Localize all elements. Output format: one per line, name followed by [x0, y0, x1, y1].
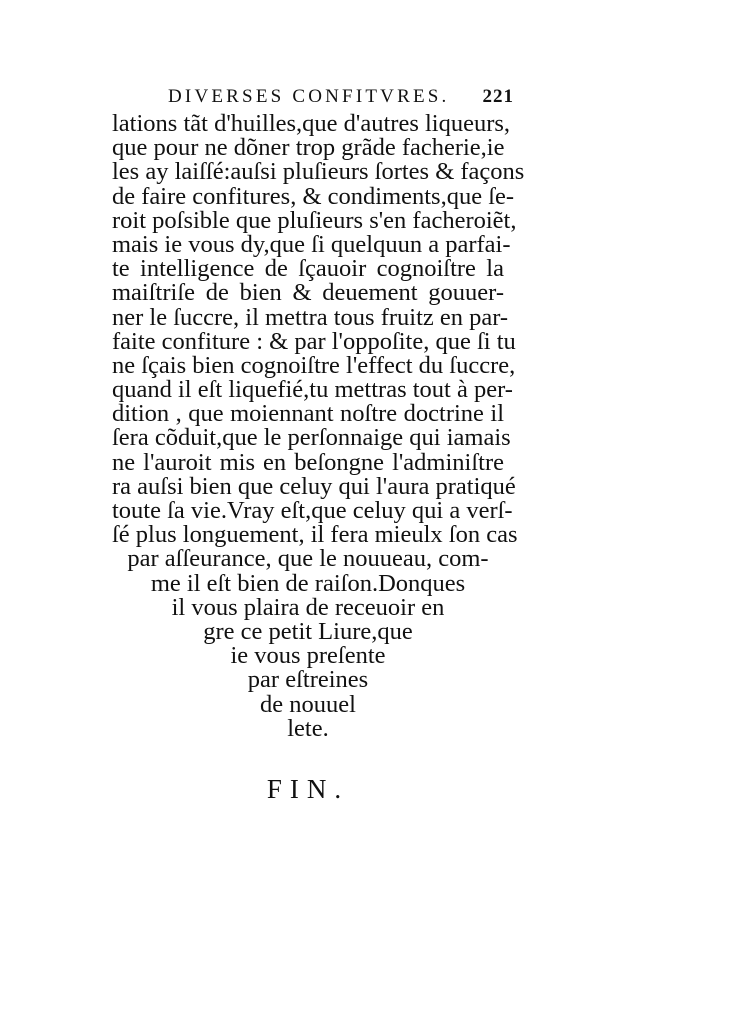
taper-line: ie vous preſente: [230, 642, 386, 670]
text-line: ne l'auroit mis en beſongne l'adminiſtre: [112, 448, 504, 476]
text-line: ra auſsi bien que celuy qui l'aura pratiqué: [112, 472, 516, 500]
taper-line: par aſſeurance, que le nouueau, com-: [127, 545, 489, 573]
text-line: ſera cõduit,que le perſonnaige qui iamais: [112, 424, 511, 452]
text-line: ne ſçais bien cognoiſtre l'effect du ſuccre,: [112, 351, 516, 379]
text-line: ner le ſuccre, il mettra tous fruitz en par-: [112, 303, 509, 331]
taper-line: il vous plaira de receuoir en: [171, 593, 445, 621]
text-line: que pour ne dõner trop grãde facherie,ie: [112, 134, 505, 162]
text-line: toute ſa vie.Vray eſt,que celuy qui a verſ-: [112, 497, 513, 524]
text-line: maiſtriſe de bien & deuement gouuer-: [112, 279, 504, 307]
taper-line: par eſtreines: [247, 666, 369, 694]
text-line: mais ie vous dy,que ſi quelquun a parfai-: [112, 230, 511, 258]
text-line: te intelligence de ſçauoir cognoiſtre la: [112, 255, 504, 283]
text-line: ſé plus longuement, il fera mieulx ſon cas: [112, 521, 518, 549]
taper-line: lete.: [287, 714, 329, 742]
text-line: les ay laiſſé:auſsi pluſieurs ſortes & façons: [112, 158, 525, 186]
text-line: quand il eſt liquefié,tu mettras tout à per-: [112, 376, 513, 404]
taper-line: me il eſt bien de raiſon.Donques: [150, 569, 466, 597]
text-line: faite confiture : & par l'oppoſite, que ſi tu: [112, 327, 516, 355]
text-line: de faire confitures, & condiments,que ſe-: [112, 182, 515, 210]
page-number: 221: [482, 86, 514, 107]
text-line: lations tãt d'huilles,que d'autres liqueurs,: [112, 110, 511, 137]
taper-line: de nouuel: [260, 690, 356, 718]
finis-mark: FIN.: [266, 774, 350, 804]
body-text: [112, 110, 525, 742]
running-head: [168, 86, 514, 112]
running-title: DIVERSES CONFITVRES.: [168, 86, 450, 107]
taper-line: gre ce petit Liure,que: [203, 617, 413, 645]
text-line: roit poſsible que pluſieurs s'en facheroiẽt,: [112, 206, 517, 234]
text-line: dition , que moiennant noſtre doctrine il: [112, 400, 504, 428]
